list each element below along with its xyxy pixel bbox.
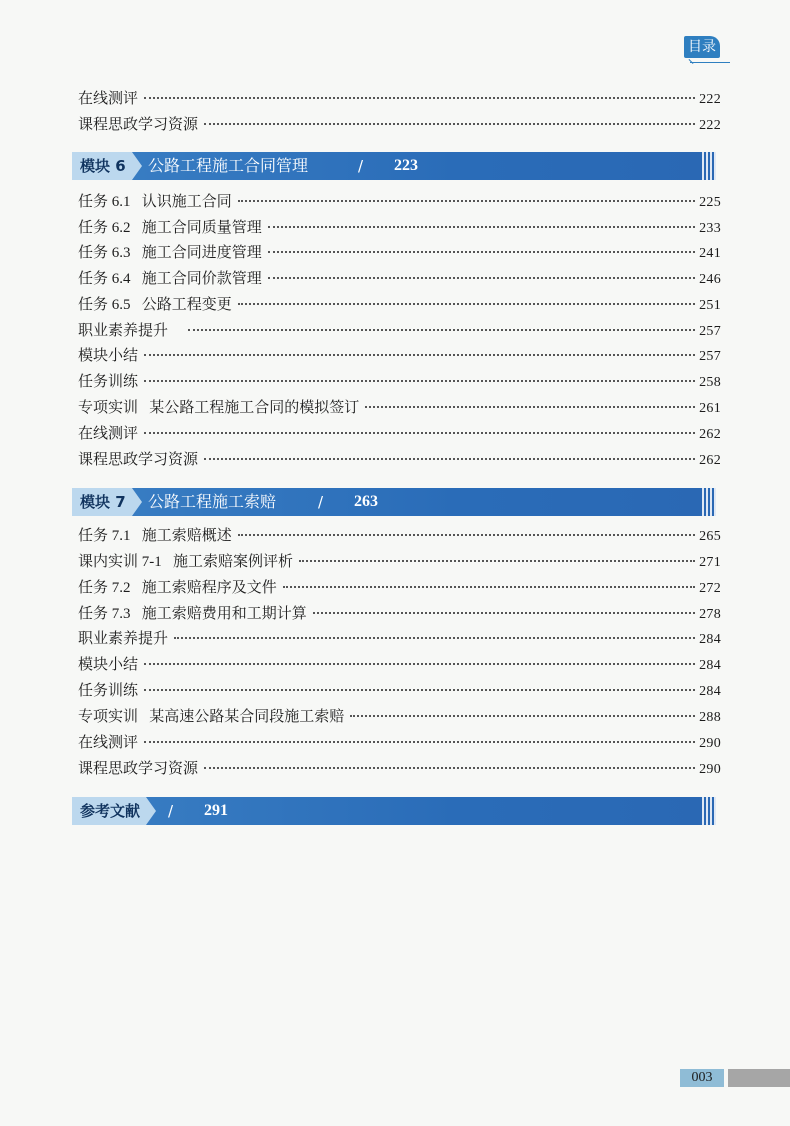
entry-page: 233 xyxy=(699,221,721,236)
entry-page: 257 xyxy=(699,324,721,339)
references-separator: / xyxy=(168,802,174,820)
entry-page: 246 xyxy=(699,272,721,287)
toc-entry[interactable] xyxy=(78,551,721,573)
leader-dots xyxy=(144,689,695,691)
references-page: 291 xyxy=(204,802,228,819)
toc-entry[interactable] xyxy=(78,88,721,110)
leader-dots xyxy=(174,637,695,639)
entry-title: 任务训练 xyxy=(78,683,139,699)
entry-page: 290 xyxy=(699,736,721,751)
entry-page: 288 xyxy=(699,710,721,725)
bar-stripes xyxy=(702,797,716,825)
entry-page: 271 xyxy=(699,555,721,570)
toc-entry[interactable] xyxy=(78,294,721,316)
entry-title: 职业素养提升 xyxy=(78,631,169,647)
toc-entry[interactable] xyxy=(78,371,721,393)
module-separator: / xyxy=(358,157,364,175)
leader-dots xyxy=(350,715,695,717)
toc-entry[interactable] xyxy=(78,758,721,780)
module-title: 公路工程施工合同管理 xyxy=(148,156,309,175)
entry-title: 在线测评 xyxy=(78,91,139,107)
toc-entry[interactable] xyxy=(78,654,721,676)
entry-title: 专项实训 某高速公路某合同段施工索赔 xyxy=(78,709,345,725)
entry-page: 257 xyxy=(699,349,721,364)
module-page: 263 xyxy=(354,493,378,510)
entry-page: 222 xyxy=(699,118,721,133)
toc-entry[interactable] xyxy=(78,423,721,445)
entry-page: 284 xyxy=(699,658,721,673)
leader-dots xyxy=(204,123,695,125)
page-number-band xyxy=(728,1069,790,1087)
entry-title: 任务 7.1 施工索赔概述 xyxy=(78,528,232,544)
entry-title: 在线测评 xyxy=(78,735,139,751)
entry-title: 任务 6.2 施工合同质量管理 xyxy=(78,220,262,236)
leader-dots xyxy=(144,741,695,743)
entry-page: 278 xyxy=(699,607,721,622)
entry-title: 在线测评 xyxy=(78,426,139,442)
toc-entry[interactable] xyxy=(78,525,721,547)
entry-title: 任务训练 xyxy=(78,374,139,390)
toc-entry[interactable] xyxy=(78,449,721,471)
module-page: 223 xyxy=(394,157,418,174)
bar-stripes xyxy=(702,488,716,516)
entry-title: 任务 7.2 施工索赔程序及文件 xyxy=(78,580,277,596)
entry-title: 课内实训 7-1 施工索赔案例评析 xyxy=(78,554,293,570)
toc-entry[interactable] xyxy=(78,706,721,728)
references-label: 参考文献 xyxy=(72,797,146,825)
entry-title: 任务 7.3 施工索赔费用和工期计算 xyxy=(78,606,307,622)
module-label: 模块 6 xyxy=(72,152,132,180)
leader-dots xyxy=(268,226,695,228)
leader-dots xyxy=(238,303,695,305)
toc-entry[interactable] xyxy=(78,397,721,419)
toc-entry[interactable] xyxy=(78,577,721,599)
leader-dots xyxy=(283,586,695,588)
entry-page: 222 xyxy=(699,92,721,107)
entry-page: 251 xyxy=(699,298,721,313)
entry-page: 262 xyxy=(699,427,721,442)
toc-entry[interactable] xyxy=(78,191,721,213)
entry-title: 模块小结 xyxy=(78,657,139,673)
toc-entry[interactable] xyxy=(78,732,721,754)
entry-title: 任务 6.5 公路工程变更 xyxy=(78,297,232,313)
entry-page: 265 xyxy=(699,529,721,544)
leader-dots xyxy=(365,406,695,408)
leader-dots xyxy=(238,534,695,536)
toc-entry[interactable] xyxy=(78,268,721,290)
toc-entry[interactable] xyxy=(78,242,721,264)
toc-entry[interactable] xyxy=(78,603,721,625)
bar-stripes xyxy=(702,152,716,180)
leader-dots xyxy=(268,277,695,279)
entry-page: 290 xyxy=(699,762,721,777)
tag-underline xyxy=(690,62,730,69)
entry-title: 任务 6.3 施工合同进度管理 xyxy=(78,245,262,261)
entry-page: 284 xyxy=(699,632,721,647)
leader-dots xyxy=(204,458,695,460)
leader-dots xyxy=(268,251,695,253)
entry-title: 模块小结 xyxy=(78,348,139,364)
entry-title: 任务 6.1 认识施工合同 xyxy=(78,194,232,210)
toc-tag: 目录 xyxy=(684,36,720,58)
entry-page: 284 xyxy=(699,684,721,699)
entry-title: 课程思政学习资源 xyxy=(78,117,199,133)
module-7-header[interactable] xyxy=(72,488,716,516)
leader-dots xyxy=(144,354,695,356)
entry-title: 专项实训 某公路工程施工合同的模拟签订 xyxy=(78,400,360,416)
references-header[interactable] xyxy=(72,797,716,825)
leader-dots xyxy=(144,97,695,99)
page-number: 003 xyxy=(680,1069,724,1087)
toc-entry[interactable] xyxy=(78,217,721,239)
leader-dots xyxy=(144,432,695,434)
leader-dots xyxy=(204,767,695,769)
module-title: 公路工程施工索赔 xyxy=(148,492,277,511)
leader-dots xyxy=(299,560,695,562)
entry-page: 272 xyxy=(699,581,721,596)
entry-title: 任务 6.4 施工合同价款管理 xyxy=(78,271,262,287)
leader-dots xyxy=(238,200,695,202)
leader-dots xyxy=(313,612,695,614)
entry-page: 225 xyxy=(699,195,721,210)
leader-dots xyxy=(144,663,695,665)
module-label: 模块 7 xyxy=(72,488,132,516)
module-6-header[interactable] xyxy=(72,152,716,180)
toc-entry[interactable] xyxy=(78,680,721,702)
entry-page: 261 xyxy=(699,401,721,416)
toc-entry[interactable] xyxy=(78,114,721,136)
leader-dots xyxy=(144,380,695,382)
entry-title: 课程思政学习资源 xyxy=(78,761,199,777)
toc-entry[interactable] xyxy=(78,345,721,367)
leader-dots xyxy=(188,329,695,331)
entry-page: 241 xyxy=(699,246,721,261)
toc-entry[interactable] xyxy=(78,628,721,650)
module-separator: / xyxy=(318,493,324,511)
entry-page: 258 xyxy=(699,375,721,390)
toc-entry[interactable] xyxy=(78,320,721,342)
entry-page: 262 xyxy=(699,453,721,468)
entry-title: 课程思政学习资源 xyxy=(78,452,199,468)
entry-title: 职业素养提升 xyxy=(78,323,169,339)
